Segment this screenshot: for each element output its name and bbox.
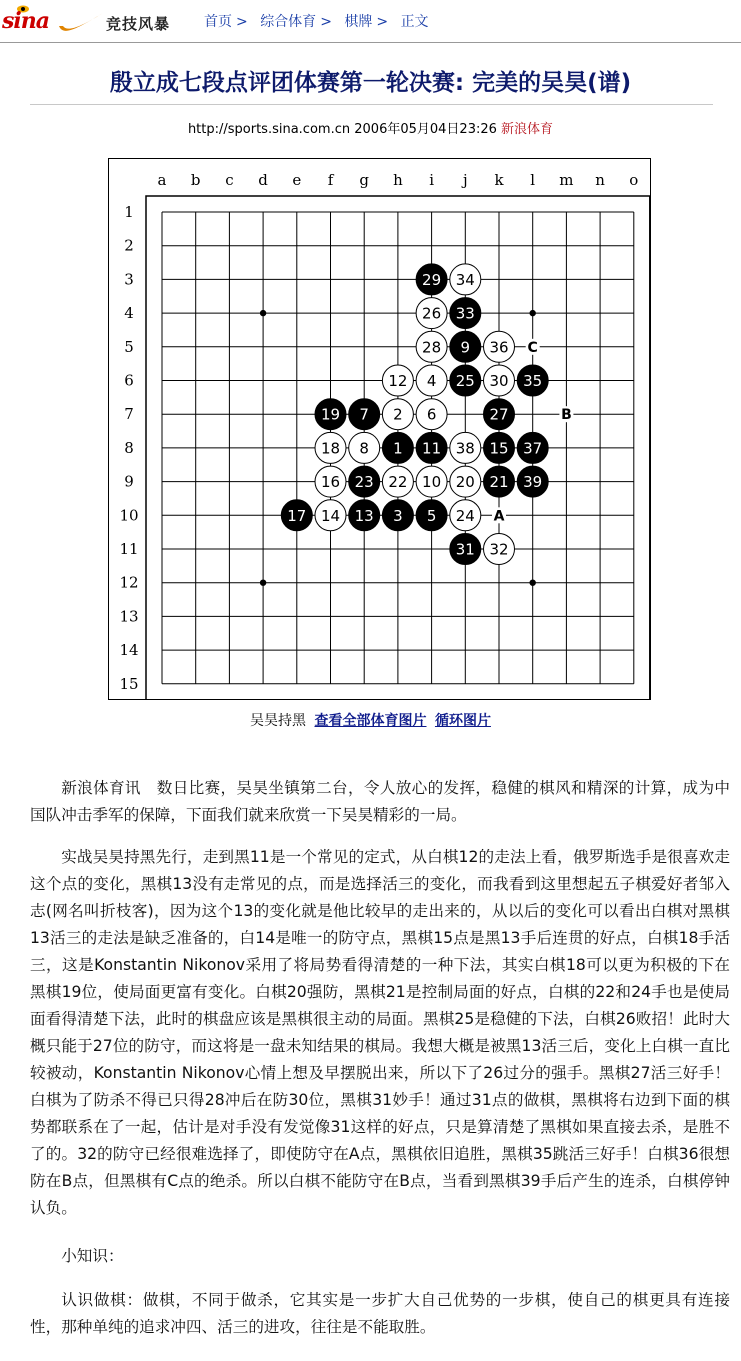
all-sports-photos-link[interactable]: 查看全部体育图片 — [314, 713, 427, 729]
breadcrumb-separator: > — [320, 14, 332, 30]
column-label: j — [462, 171, 468, 189]
article-paragraph — [30, 775, 730, 829]
stone-move-number: 13 — [354, 506, 374, 525]
column-label: i — [429, 171, 435, 189]
article-meta — [0, 118, 741, 137]
image-caption — [0, 710, 741, 730]
column-label: g — [359, 171, 370, 189]
stone-move-number: 22 — [388, 473, 408, 492]
row-label: 13 — [119, 607, 139, 626]
breadcrumb-separator: > — [236, 14, 248, 30]
page-title: 殷立成七段点评团体赛第一轮决赛: 完美的吴昊(谱) — [109, 70, 632, 96]
stone-move-number: 35 — [523, 372, 543, 390]
meta-source-link[interactable]: 新浪体育 — [501, 122, 554, 137]
stone-move-number: 31 — [455, 540, 475, 559]
stone-move-number: 7 — [359, 405, 369, 424]
stone-move-number: 9 — [460, 338, 471, 357]
breadcrumb-current[interactable]: 正文 — [400, 14, 429, 30]
stone-move-number: 39 — [523, 473, 543, 492]
column-label: l — [530, 171, 536, 189]
meta-url: http://sports.sina.com.cn — [187, 122, 351, 137]
stone-move-number: 24 — [455, 506, 475, 525]
stone-move-number: 14 — [320, 506, 341, 525]
column-label: h — [393, 171, 403, 189]
stone-move-number: 27 — [489, 405, 509, 424]
breadcrumb-home[interactable]: 首页 — [204, 14, 232, 30]
column-label: a — [157, 171, 167, 189]
row-label: 12 — [119, 573, 139, 592]
row-label: 3 — [124, 270, 134, 289]
star-point — [530, 580, 536, 586]
gomoku-board-figure — [108, 158, 651, 700]
stone-move-number: 19 — [320, 405, 341, 424]
breadcrumb-sports[interactable]: 综合体育 — [260, 14, 317, 30]
stone-move-number: 38 — [455, 439, 475, 458]
column-label: e — [292, 171, 302, 189]
stone-move-number: 37 — [523, 439, 543, 458]
breadcrumb — [204, 11, 433, 31]
stone-move-number: 32 — [489, 540, 509, 559]
article-paragraph — [30, 1287, 730, 1341]
stone-move-number: 34 — [455, 270, 475, 289]
stone-move-number: 16 — [320, 473, 341, 492]
stone-move-number: 29 — [422, 270, 442, 289]
row-label: 4 — [124, 304, 134, 323]
article-paragraph-1: 新浪体育讯 数日比赛，吴昊坐镇第二台，令人放心的发挥，稳健的棋风和精深的计算，成为中国队冲击季军的保障，下面我们就来欣赏一下吴昊精彩的一局。 — [30, 779, 730, 824]
brand-name: sina — [2, 8, 49, 34]
stone-move-number: 8 — [359, 439, 369, 458]
point-mark-label: C — [527, 339, 538, 356]
breadcrumb-separator: > — [376, 14, 389, 30]
row-label: 15 — [119, 674, 139, 693]
stone-move-number: 4 — [426, 372, 437, 390]
article-paragraph — [30, 844, 730, 1222]
column-label: n — [595, 171, 605, 189]
stone-move-number: 15 — [489, 439, 509, 458]
star-point — [260, 580, 266, 586]
column-label: m — [559, 171, 574, 189]
article-paragraph-3: 认识做棋：做棋，不同于做杀，它其实是一步扩大自己优势的一步棋，使自己的棋更具有连接性，那种单纯的追求冲四、活三的进攻，往往是不能取胜。 — [30, 1291, 730, 1336]
title-divider — [30, 104, 713, 105]
row-label: 8 — [124, 438, 134, 457]
stone-move-number: 36 — [489, 338, 509, 357]
row-label: 9 — [124, 472, 134, 491]
article-paragraph-2: 实战吴昊持黑先行，走到黑11是一个常见的定式，从白棋12的走法上看，俄罗斯选手是很喜欢走这个点的变化，黑棋13没有走常见的点，而是选择活三的变化，而我看到这里想起五子棋爱好者邹入志(网名叫折枝客)，因为这个13的变化就是他比较早的走出来的，从以后的变化可以看出白棋对黑棋13活三的走法是缺乏准备的，白14是唯一的防守点，黑棋15点是黑13手后连贯的好点，白棋18手活三，这是Konstantin Nikonov采用了将局势看得清楚的一种下法，其实白棋18可以更为积极的下在黑棋19位，使局面更富有变化。白棋20强防，黑棋21是控制局面的好点，白棋的22和24手也是使局面看得清楚下法，此时的棋盘应该是黑棋很主动的局面。黑棋25是稳健的下法，白棋26败招！此时大概只能于27位的防守，而这将是一盘未知结果的棋局。我想大概是被黑13活三后，变化上白棋一直比较被动，Konstantin Nikonov心情上想及早摆脱出来，所以下了26过分的强手。黑棋27活三好手！白棋为了防杀不得已只得28冲后在防30位，黑棋31妙手！通过31点的做棋，黑棋将右边到下面的棋势都联系在了一起，估计是对手没有发觉像31这样的好点，只是算清楚了黑棋如果直接去杀，是胜不了的。32的防守已经很难选择了，即使防守在A点，黑棋依旧追胜，黑棋35跳活三好手！白棋36很想防在B点，但黑棋有C点的绝杀。所以白棋不能防守在B点，当看到黑棋39手后产生的连杀，白棋停钟认负。 — [30, 848, 730, 1217]
stone-move-number: 23 — [354, 473, 374, 492]
stone-move-number: 21 — [489, 473, 509, 492]
column-label: d — [258, 171, 268, 189]
row-label: 7 — [124, 405, 134, 424]
top-nav-bar — [0, 0, 741, 43]
stone-move-number: 12 — [388, 372, 408, 390]
stone-move-number: 11 — [422, 439, 442, 458]
column-label: b — [190, 171, 201, 189]
stone-move-number: 26 — [422, 304, 442, 323]
stone-move-number: 10 — [422, 473, 442, 492]
stone-move-number: 1 — [393, 439, 403, 458]
row-label: 11 — [119, 540, 139, 558]
column-label: k — [494, 171, 504, 189]
stone-move-number: 28 — [422, 338, 442, 357]
stone-move-number: 5 — [426, 506, 437, 525]
site-logo[interactable] — [2, 4, 192, 38]
star-point — [530, 310, 536, 316]
caption-text: 吴昊持黑 — [250, 713, 307, 729]
slideshow-link[interactable]: 循环图片 — [434, 713, 491, 729]
row-label: 10 — [119, 506, 139, 525]
channel-name: 竞技风暴 — [106, 15, 171, 33]
column-label: o — [629, 171, 639, 189]
stone-move-number: 3 — [393, 506, 403, 525]
row-label: 2 — [124, 236, 134, 255]
article-paragraph — [30, 1243, 730, 1270]
row-label: 1 — [124, 203, 134, 221]
stone-move-number: 20 — [455, 473, 475, 492]
meta-time: 2006年05月04日23:26 — [354, 122, 497, 137]
stone-move-number: 33 — [455, 304, 475, 323]
row-label: 5 — [124, 337, 134, 356]
point-mark-label: A — [493, 508, 505, 525]
breadcrumb-board-games[interactable]: 棋牌 — [344, 14, 373, 30]
stone-move-number: 17 — [287, 506, 307, 525]
stone-move-number: 2 — [393, 405, 403, 424]
column-label: c — [225, 171, 234, 189]
gomoku-board — [109, 159, 650, 699]
stone-move-number: 18 — [320, 439, 341, 458]
point-mark-label: B — [561, 407, 572, 424]
tip-heading: 小知识： — [61, 1247, 124, 1265]
star-point — [260, 310, 266, 316]
stone-move-number: 30 — [489, 372, 509, 390]
row-label: 6 — [124, 371, 134, 390]
stone-move-number: 25 — [455, 372, 475, 390]
stone-move-number: 6 — [426, 405, 437, 424]
row-label: 14 — [119, 641, 139, 660]
column-label: f — [327, 171, 334, 189]
nike-swoosh-icon — [57, 10, 105, 34]
